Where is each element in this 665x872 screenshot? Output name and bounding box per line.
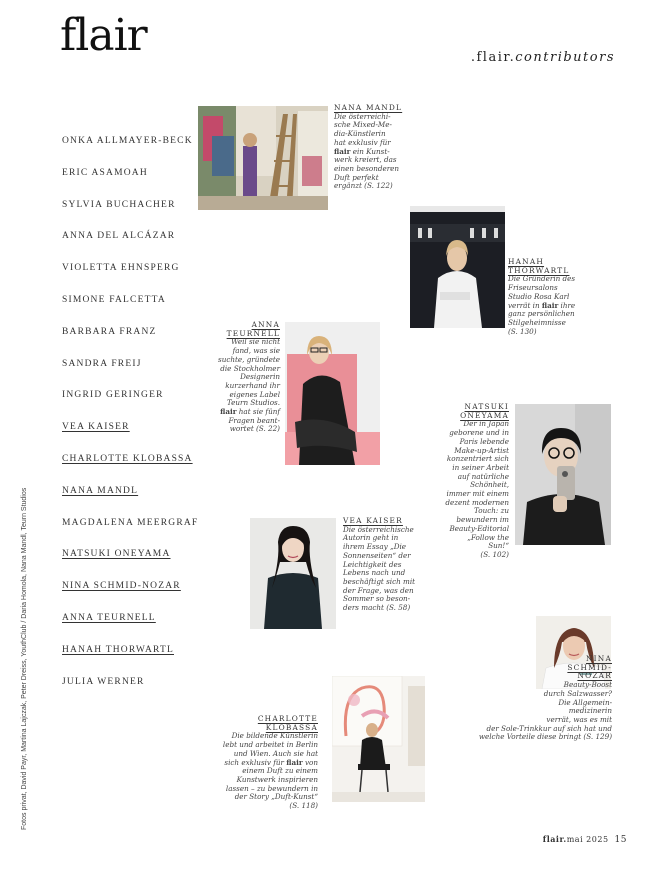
contributor-name: ANNA DEL ALCÁZAR	[62, 231, 176, 242]
photo-charlotte-klobassa	[332, 676, 425, 802]
caption-name: KLOBASSA	[265, 722, 318, 732]
contributor-name: BARBARA FRANZ	[62, 326, 157, 337]
photo-anna-teurnell	[285, 322, 380, 465]
caption-name: VEA KAISER	[343, 516, 403, 525]
caption-nana-mandl	[334, 104, 412, 191]
photo-hanah-thorwartl	[410, 206, 505, 328]
caption-text: Weil sie nicht fand, was sie suchte, gründete die Stockholmer Designerin kurzerhand ihr eigenes Label Teurn Studios. flair hat sie fünf Fragen beant- wortet (S. 22)	[218, 337, 280, 434]
caption-text: Beauty-Boost durch Salzwasser? Die Allgemein- medizinerin verrät, was es mit der Sole-Trinkkur auf sich hat und welche Vorteile diese bringt (S. 129)	[478, 680, 612, 742]
photo-natsuki-oneyama	[515, 404, 611, 545]
photo-credit: Fotos privat, David Payr, Martina Lajczak, Peter Dreiss, YouthClub / Daria Homola, Nana Mandl, Teurn Studios	[21, 487, 28, 830]
contributor-name: VEA KAISER	[62, 422, 130, 433]
contributor-name: ERIC ASAMOAH	[62, 167, 148, 178]
contributor-name: NATSUKI ONEYAMA	[62, 549, 171, 560]
contributor-name: CHARLOTTE KLOBASSA	[62, 453, 193, 464]
caption-text: Die österreichi- sche Mixed-Me- dia-Künstlerin hat exklusiv für flair ein Kunst- werk kreiert, das einen besonderen Duft perfekt ergänzt (S. 122)	[334, 111, 400, 191]
caption-vea-kaiser	[343, 517, 443, 613]
caption-text: Die österreichische Autorin geht in ihrem Essay „Die Sonnenseiten“ der Leichtigkeit des Lebens nach und beschäftigt sich mit der Frage, was den Sommer so beson- ders macht (S. 58)	[343, 524, 416, 613]
contributor-name: NANA MANDL	[62, 485, 139, 496]
caption-name: THORWARTL	[508, 265, 570, 275]
caption-name: TEURNELL	[226, 328, 280, 338]
contributor-name: ONKA ALLMAYER-BECK	[62, 136, 193, 146]
caption-charlotte-klobassa	[214, 715, 318, 811]
contributor-name: ANNA TEURNELL	[62, 612, 156, 623]
contributor-name: MAGDALENA MEERGRAF	[62, 517, 199, 528]
caption-anna-teurnell	[218, 321, 280, 434]
section-title-brand: .flair.	[470, 50, 516, 65]
contributor-name: SYLVIA BUCHACHER	[62, 199, 176, 210]
contributor-name: HANAH THORWARTL	[62, 644, 174, 655]
page-number: 15	[614, 835, 627, 845]
caption-name: ANNA	[251, 320, 280, 329]
caption-name: SCHMID-	[567, 662, 612, 672]
footer-issue: mai 2025	[566, 835, 609, 844]
caption-name: CHARLOTTE	[257, 714, 318, 723]
caption-name: NANA MANDL	[334, 103, 403, 112]
contributor-name: SANDRA FREIJ	[62, 358, 142, 369]
caption-name: HANAH	[508, 257, 545, 266]
contributor-name: NINA SCHMID-NOZAR	[62, 581, 181, 592]
magazine-logo: flair	[60, 10, 147, 61]
footer-brand: flair.	[542, 834, 567, 844]
section-title	[471, 50, 615, 65]
section-title-label: contributors	[515, 50, 615, 65]
caption-text: Der in Japan geborene und in Paris lebende Make-up-Artist konzentriert sich in seiner Arbeit auf natürliche Schönheit, immer mit einem dezent modernen Touch: zu bewundern im Beauty-Editorial „Follow the Sun!“ (S. 102)	[445, 419, 509, 559]
caption-name: NOZAR	[577, 671, 612, 681]
caption-nina-schmid-nozar	[440, 655, 612, 742]
contributor-name: JULIA WERNER	[62, 676, 145, 687]
page-footer	[543, 834, 627, 845]
caption-text: Die bildende Künstlerin lebt und arbeitet in Berlin und Wien. Auch sie hat sich exklusiv für flair von einem Duft zu einem Kunstwerk inspirieren lassen – zu bewundern in der Story „Duft-Kunst“ (S. 118)	[222, 731, 318, 811]
caption-name: NATSUKI	[464, 402, 509, 411]
photo-vea-kaiser	[250, 518, 336, 629]
caption-text: Die Gründerin des Friseursalons Studio Rosa Karl verrät in flair ihre ganz persönlichen Stilgeheimnisse (S. 130)	[508, 274, 576, 336]
photo-nana-mandl	[198, 106, 328, 210]
contributor-name: SIMONE FALCETTA	[62, 294, 166, 305]
caption-hanah-thorwartl	[508, 258, 588, 336]
caption-name: ONEYAMA	[460, 410, 509, 420]
contributor-name: INGRID GERINGER	[62, 390, 164, 401]
caption-name: NINA	[586, 654, 612, 663]
contributor-list	[62, 134, 198, 706]
contributor-name: VIOLETTA EHNSPERG	[62, 263, 180, 274]
